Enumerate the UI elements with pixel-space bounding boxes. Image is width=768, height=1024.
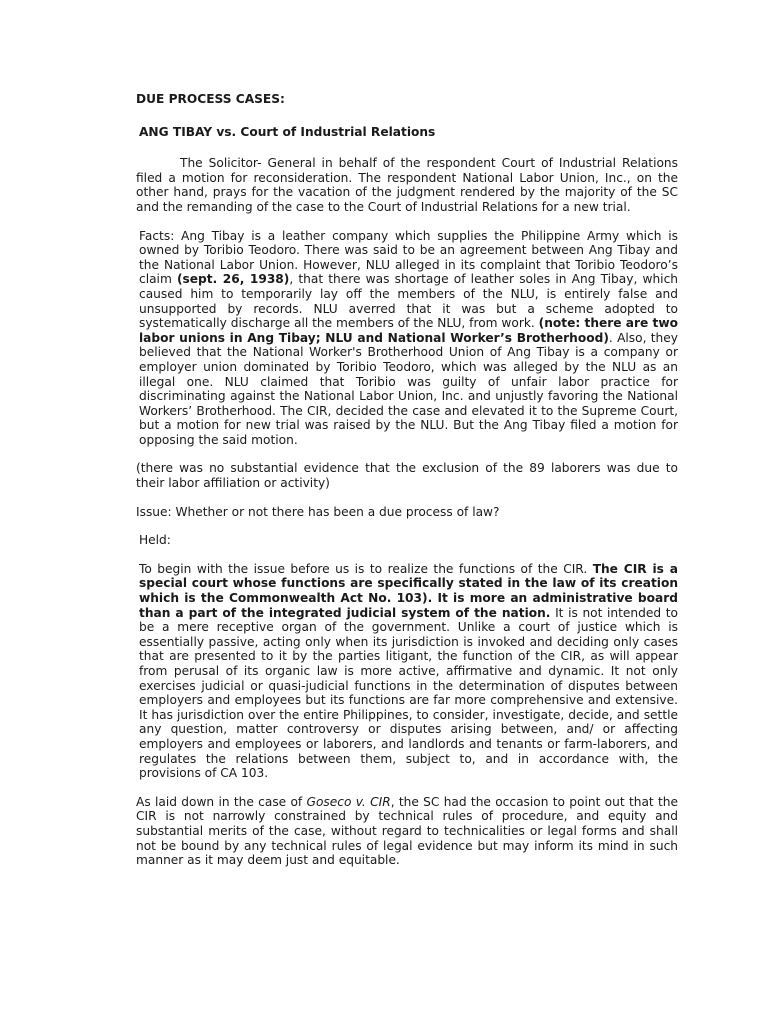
held-text-2: It is not intended to be a mere receptive organ of the government. Unlike a court of justice which is essentially passive, acting only when its jurisdiction is invoked and deciding only cases that are presented to it by the parties litigant, the function of the CIR, as will appear from perusal of its organic law is more active, affirmative and dynamic. It not only exercises judicial or quasi-judicial functions in the determination of disputes between employers and employees but its functions are far more comprehensive and extensive. It has jurisdiction over the entire Philippines, to consider, investigate, decide, and settle any question, matter controversy or disputes arising between, and/ or affecting employers and employees or laborers, and landlords and tenants or farm-laborers, and regulates the relations between them, subject to, and in accordance with, the provisions of CA 103. <box>139 605 678 781</box>
case-title: ANG TIBAY vs. Court of Industrial Relations <box>139 124 436 139</box>
held-bold-text: The CIR is a special court whose functions are specifically stated in the law of its creation which is the Commonwealth Act No. 103). It is more an administrative board than a part of the integrated judicial system of the nation. <box>139 561 678 620</box>
facts-paragraph <box>136 229 678 448</box>
goseco-case-name: Goseco v. CIR <box>306 794 391 809</box>
held-text-1: To begin with the issue before us is to realize the functions of the CIR. <box>139 561 593 576</box>
facts-date: (sept. 26, 1938) <box>176 272 290 287</box>
goseco-text-1: As laid down in the case of <box>136 794 307 809</box>
intro-paragraph: The Solicitor- General in behalf of the respondent Court of Industrial Relations filed a motion for reconsideration. The respondent National Labor Union, Inc., on the other hand, prays for the vacation of the judgment rendered by the majority of the SC and the remanding of the case to the Court of Industrial Relations for a new trial. <box>136 156 678 214</box>
document-body <box>136 92 678 868</box>
held-paragraph <box>136 562 678 781</box>
facts-note: (note: there are two labor unions in Ang Tibay; NLU and National Worker’s Brotherhood) <box>139 316 678 345</box>
facts-text-1: Facts: Ang Tibay is a leather company which supplies the Philippine Army which is owned by Toribio Teodoro. There was said to be an agreement between Ang Tibay and the National Labor Union. However, NLU alleged in its complaint that Toribio Teodoro’s claim <box>139 228 678 287</box>
held-label: Held: <box>139 533 171 548</box>
issue-paragraph: Issue: Whether or not there has been a due process of law? <box>136 504 500 519</box>
goseco-paragraph <box>136 795 678 868</box>
evidence-note: (there was no substantial evidence that the exclusion of the 89 laborers was due to their labor affiliation or activity) <box>136 461 678 491</box>
facts-text-2: , that there was shortage of leather soles in Ang Tibay, which caused him to temporarily lay off the members of the NLU, is entirely false and unsupported by records. NLU averred that it was but a scheme adopted to systematically discharge all the members of the NLU, from work. <box>139 272 678 331</box>
goseco-text-2: , the SC had the occasion to point out that the CIR is not narrowly constrained by technical rules of procedure, and equity and substantial merits of the case, without regard to technicalities or legal forms and shall not be bound by any technical rules of legal evidence but may inform its mind in such manner as it may deem just and equitable. <box>136 794 678 868</box>
facts-text-3: . Also, they believed that the National Worker's Brotherhood Union of Ang Tibay is a company or employer union dominated by Toribio Teodoro, which was alleged by the NLU as an illegal one. NLU claimed that Toribio was guilty of unfair labor practice for discriminating against the National Labor Union, Inc. and unjustly favoring the National Workers’ Brotherhood. The CIR, decided the case and elevated it to the Supreme Court, but a motion for new trial was raised by the NLU. But the Ang Tibay filed a motion for opposing the said motion. <box>139 330 678 447</box>
document-title: DUE PROCESS CASES: <box>136 92 285 106</box>
